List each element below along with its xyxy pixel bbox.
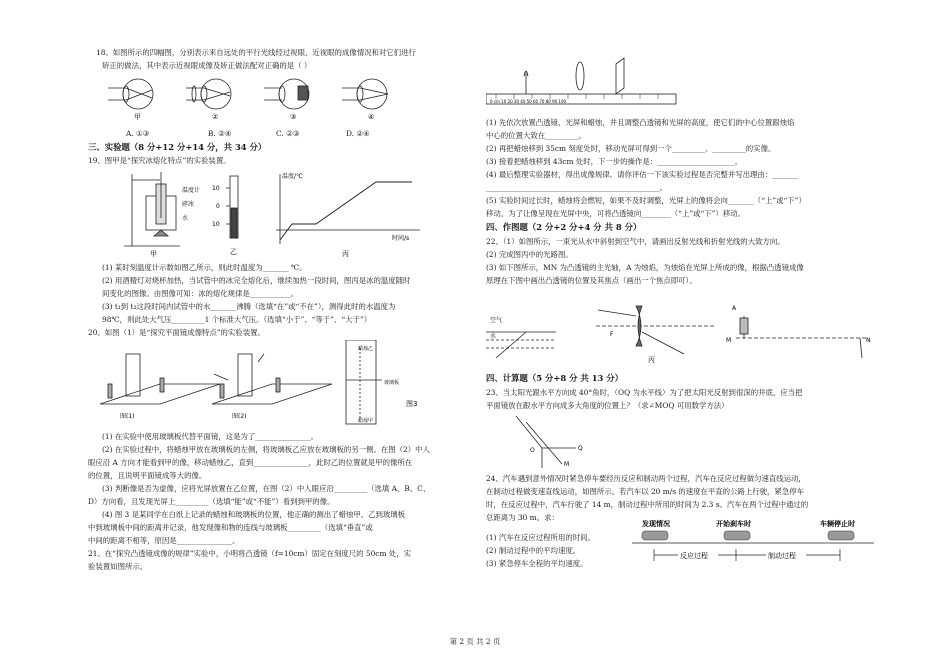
q18-option-d: D. ②④: [346, 129, 370, 138]
q23-line1: 23、当太阳光跟水平方向成 40°角时，（OQ 为水平线）为了把太阳光反射到很深的井底，应当把: [486, 388, 803, 397]
car-icon-2: [724, 531, 750, 540]
focus-label-f: F: [610, 331, 614, 338]
axis-n-label: N: [866, 337, 871, 344]
eye-diagram-3: [264, 79, 309, 109]
q24-line-1: 24、汽车遇到意外情况时紧急停车要经历反应和制动两个过程，汽车在反应过程做匀速直线运动，: [486, 474, 806, 483]
section-3-heading: 三、实验题（8 分+12 分+14 分，共 34 分）: [88, 142, 267, 152]
q20-figures: [100, 340, 430, 430]
refraction-diagram: [486, 332, 556, 358]
fig2-caption: 图(2): [232, 413, 247, 420]
mirror-setup-1: [100, 354, 220, 404]
q21-step-4: (4) 最后整理实验器材，得出成像规律。请你评估一下该实验过程是否完整并写出理由：_______: [486, 170, 799, 179]
found-situation-label: 发现情况: [642, 520, 670, 528]
lens-icon: [576, 62, 584, 90]
q24-sub-1: (1) 汽车在反应过程所用的时间。: [486, 533, 595, 542]
eye-label-3: ③: [290, 113, 297, 121]
q22-line-3: (3) 如下图所示，MN 为凸透镜的主光轴，A 为烛焰，为烛焰在光屏上所成的像，根据凸透镜成像: [486, 263, 804, 272]
q21-step-5: (5) 实验时间过长时，蜡烛将会燃短，如果不及时调整，光屏上的像将会向_______（“上”或“下”）: [486, 196, 806, 205]
q19-line-4: (3) t₁到 t₂这段时间内试管中的水_______沸腾（选填“在”或“不在”），测得此时的水温度为: [102, 302, 396, 311]
eye-label-1: 甲: [134, 113, 141, 121]
fig1-caption: 图(1): [120, 413, 135, 420]
car-stop-label: 车辆停止时: [820, 520, 855, 528]
glass-plate-label: 玻璃板: [384, 380, 400, 386]
water-label: 水: [182, 215, 189, 222]
q19-line-3: 间变化的图像。由图像可知：冰的熔化规律是___________。: [102, 289, 298, 298]
thermometer-label: 温度计: [182, 187, 201, 194]
q22-line-1: 22、（1）如图所示，一束光从水中斜射到空气中，请画出反射光线和折射光线的大致方向。: [486, 237, 785, 246]
page-footer: 第 2 页 共 2 页: [449, 637, 501, 646]
point-o-label: O: [530, 447, 535, 454]
section-4-heading: 四、作图题（2 分+2 分+4 分 共 8 分）: [486, 222, 642, 232]
q22-line-4: 原理在下图中画出凸透镜的位置及其焦点（画出一个焦点即可）。: [486, 276, 697, 285]
q22-figures: [486, 292, 874, 368]
q24-line-2: 在制动过程做变速直线运动，如图所示。若汽车以 20 m/s 的速度在平直的公路上行驶，紧急停车: [486, 487, 804, 496]
q19-line-1: (1) 某时刻温度计示数如图乙所示，则此时温度为_______ ℃。: [102, 263, 307, 272]
scale-0: 0: [216, 203, 220, 210]
q20-line-3: 眼应沿 A 方向才能看到甲的像，移动蜡烛乙，直到_______________，此时乙的位置就是甲的像所在: [88, 458, 413, 467]
mirror-setup-2: [212, 354, 332, 404]
candle-icon: [524, 71, 528, 94]
q20-line-9: 中间的距离不相等，原因是_______________。: [88, 536, 240, 545]
car-icon-3: [828, 531, 854, 540]
thermometer-scale: [226, 176, 238, 238]
eye-diagram-2: [186, 79, 231, 109]
q21-step-1: (1) 先依次放置凸透镜、光屏和蜡烛，并且调整凸透镜和光屏的高度，使它们的中心位置跟烛焰: [486, 118, 795, 127]
q24-sub-2: (2) 制动过程中的平均速度。: [486, 546, 581, 555]
q20-line-7: (4) 图 3 是某同学在白纸上记录的蜡烛和玻璃板的位置，他正确的测出了蜡烛甲、乙到玻璃板: [102, 510, 406, 519]
q24-line-4: 总距离为 30 m。求：: [486, 513, 559, 522]
ice-label: 碎冰: [182, 201, 195, 208]
air-label: 空气: [490, 317, 503, 324]
q21-line1: 21、在“探究凸透镜成像的规律”实验中，小明将凸透镜（f=10cm）固定在刻度尺的 50cm 处，实: [88, 549, 411, 558]
q18-option-c: C. ②③: [276, 129, 300, 138]
q21-step-1b: 中心的位置大致在_________。: [486, 131, 586, 140]
fig3-caption: 图3: [406, 400, 418, 408]
q21-step-2: (2) 再把蜡烛移到 35cm 刻度处时，移动光屏可得到一个_________、_________的实像。: [486, 144, 776, 153]
lens-ray-diagram: [596, 306, 716, 354]
q19-line-2: (2) 用酒精灯对烧杯加热，当试管中的冰完全熔化后，继续加热一段时间，图丙是冰的温度随时: [102, 276, 411, 285]
q20-line-4: 的位置，且说明平面镜成等大的像。: [88, 471, 207, 480]
q18-line1: 18、如图所示的四幅图，分别表示来自远处的平行光线经过视眼、近视眼的成像情况和对它们进行: [96, 48, 416, 57]
start-brake-label: 开始刹车时: [716, 520, 751, 528]
screen-icon: [616, 58, 624, 94]
mirror-paper-record: [346, 340, 382, 424]
q20-line-5: (3) 判断像是否为虚像，应将光屏放置在乙位置，在图（2）中人眼应沿_________（选填 A、B、C、: [102, 484, 431, 493]
point-q-label: Q: [578, 445, 583, 452]
q19-intro: 19、图甲是“探究冰熔化特点”的实验装置。: [88, 156, 231, 165]
candle-yi-label: 蜡烛乙: [358, 346, 374, 352]
point-m-label: M: [564, 461, 570, 468]
water-label: 水: [490, 333, 497, 340]
scale-10-bottom: 10: [212, 221, 220, 228]
q19-line-5: 98℃，则此处大气压_________1 个标准大气压。（选填“小于”、“等于”、“大于”）: [102, 315, 372, 324]
braking-process-label: 制动过程: [768, 552, 796, 560]
q20-line-6: D）方向看，且发现光屏上_________（选填“能”或“不能”）看到到甲的像。: [88, 497, 335, 506]
car-icon-1: [642, 531, 668, 540]
q21-step-4b: _______________________________________________。: [486, 183, 668, 192]
optical-bench-figure: [486, 50, 686, 110]
graph-xlabel: 时间/s: [392, 235, 410, 242]
axis-m-label: M: [726, 337, 732, 344]
section-5-heading: 四、计算题（5 分+8 分 共 13 分）: [486, 373, 624, 383]
graph-ylabel: 温度/℃: [282, 173, 303, 180]
q22-line-2: (2) 完成图丙中的光路图。: [486, 250, 573, 259]
q23-mirror-figure: [506, 412, 586, 470]
q20-line-1: (1) 在实验中使用玻璃板代替平面镜，这是为了_______________。: [102, 432, 319, 441]
eye-label-4: ④: [368, 113, 375, 121]
q24-braking-figure: [632, 517, 874, 567]
fig-bing-label-2: 丙: [648, 356, 655, 364]
eye-diagram-4: [342, 79, 388, 109]
q24-sub-3: (3) 紧急停车全程的平均速度。: [486, 559, 588, 568]
candle-jia-label: 蜡烛甲: [358, 418, 374, 424]
fig-yi-label: 乙: [230, 248, 237, 256]
ice-apparatus: [124, 172, 180, 246]
q18-option-a: A. ①③: [126, 129, 150, 138]
eye-diagram-1: [108, 79, 153, 109]
main-axis-diagram: [736, 316, 866, 358]
eye-label-2: ②: [212, 113, 219, 121]
fig-jia-label: 甲: [150, 250, 157, 258]
q23-line2: 平面镜放在跟水平方向成多大角度的位置上？（求∠MOQ 可用数学方法）: [486, 401, 729, 410]
q20-line-8: 中到玻璃板中间的距离并记录，他发现像和物的连线与玻璃板_________（选填“垂直”或: [88, 523, 373, 532]
q19-figures: [120, 168, 420, 258]
q24-line-3: 时，在反应过程中，汽车行驶了 14 m，制动过程中所用的时间为 2.3 s。汽车在两个过程中通过的: [486, 500, 809, 509]
ruler-label: 0 cm 10 20 30 40 50 60 70 80 90 100: [490, 99, 567, 104]
q18-eye-figures: [108, 74, 408, 122]
q18-line2: 矫正的做法，其中表示近视眼成像及矫正做法配对正确的是（ ）: [102, 61, 312, 70]
fig-bing-label: 丙: [342, 250, 349, 258]
q20-line-2: (2) 在实验过程中，将蜡烛甲放在玻璃板的左侧，将玻璃板乙应放在玻璃板的另一侧。在图（2）中人: [102, 445, 430, 454]
temp-time-graph: [276, 174, 420, 244]
q21-step-3: (3) 接着把蜡烛移到 43cm 处时，下一步的操作是：_____________________。: [486, 157, 743, 166]
scale-10-top: 10: [212, 185, 220, 192]
reaction-process-label: 反应过程: [680, 552, 708, 560]
q18-option-b: B. ②④: [208, 129, 232, 138]
q20-intro: 20、如图（1）是“探究平面镜成像特点”的实验装置。: [88, 328, 265, 337]
q21-line2: 验装置如图所示。: [88, 562, 148, 571]
candle-a-label: A: [732, 305, 737, 312]
q21-step-5b: 移动。为了让像呈现在光屏中央，可将凸透镜向________（“上”或“下”）移动。: [486, 209, 746, 218]
